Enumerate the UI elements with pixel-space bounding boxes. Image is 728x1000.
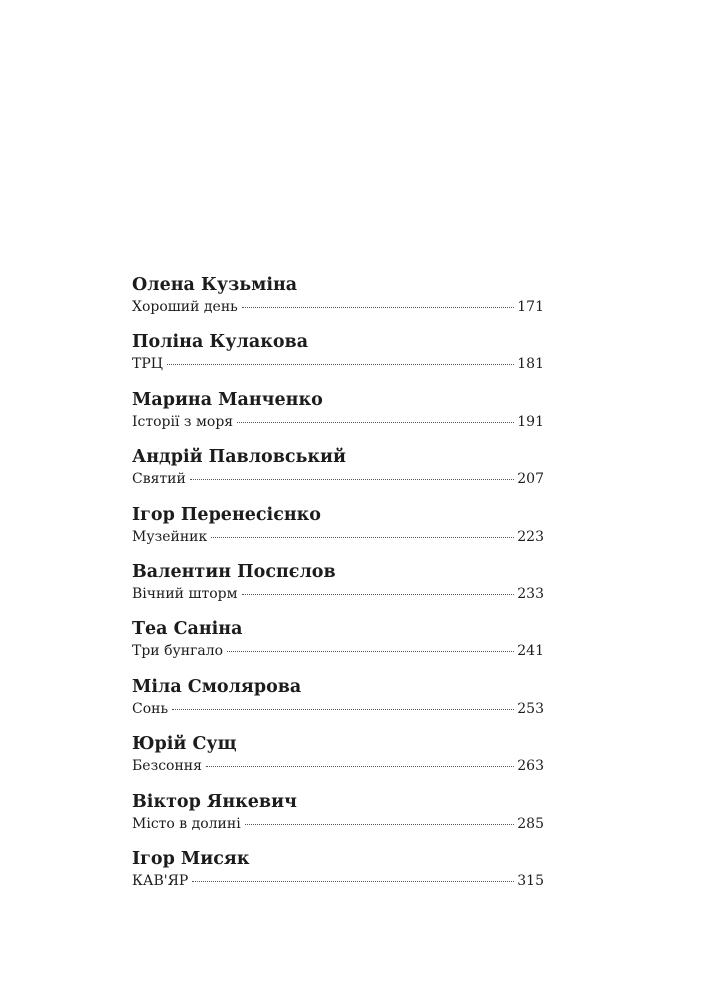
story-title: Місто в долині	[132, 815, 241, 832]
story-line	[132, 527, 544, 547]
dot-leader	[237, 422, 514, 423]
story-title: Сонь	[132, 700, 169, 717]
toc-entry	[132, 847, 544, 904]
toc-entry	[132, 330, 544, 387]
author-name: Валентин Поспєлов	[132, 561, 336, 582]
story-line	[132, 354, 544, 374]
page-number: 285	[517, 815, 544, 832]
story-line	[132, 756, 544, 776]
story-title: Вічний шторм	[132, 585, 238, 602]
story-line	[132, 871, 544, 891]
page-number: 315	[517, 872, 544, 889]
page-number: 171	[517, 299, 544, 315]
page-number: 191	[517, 413, 544, 430]
author-name: Марина Манченко	[132, 389, 323, 410]
table-of-contents	[132, 273, 544, 904]
page-number: 263	[517, 758, 544, 775]
page-number: 241	[517, 643, 544, 660]
dot-leader	[227, 651, 514, 652]
dot-leader	[172, 709, 514, 710]
dot-leader	[242, 594, 515, 595]
story-title: Музейник	[132, 528, 208, 545]
author-name: Юрій Сущ	[132, 734, 237, 755]
author-name: Міла Смолярова	[132, 676, 302, 697]
story-line	[132, 297, 544, 317]
story-line	[132, 469, 544, 489]
author-name: Теа Саніна	[132, 619, 243, 640]
toc-entry	[132, 675, 544, 732]
toc-entry	[132, 503, 544, 560]
author-name: Віктор Янкевич	[132, 791, 297, 812]
author-name: Олена Кузьміна	[132, 275, 298, 295]
dot-leader	[211, 537, 514, 538]
author-name: Поліна Кулакова	[132, 332, 309, 353]
toc-entry	[132, 732, 544, 789]
toc-entry	[132, 560, 544, 617]
toc-entry	[132, 790, 544, 847]
story-title: Хороший день	[132, 299, 238, 315]
dot-leader	[167, 364, 514, 365]
toc-entry	[132, 388, 544, 445]
story-title: ТРЦ	[132, 356, 163, 373]
author-name: Ігор Мисяк	[132, 848, 250, 869]
story-title: Історії з моря	[132, 413, 234, 430]
dot-leader	[206, 766, 514, 767]
story-title: Безсоння	[132, 758, 202, 775]
dot-leader	[190, 479, 514, 480]
story-title: Святий	[132, 471, 186, 488]
story-line	[132, 412, 544, 432]
dot-leader	[242, 307, 514, 308]
toc-entry	[132, 273, 544, 330]
story-title: КАВ'ЯР	[132, 872, 189, 889]
toc-entry	[132, 445, 544, 502]
story-line	[132, 641, 544, 661]
dot-leader	[245, 824, 515, 825]
page-number: 253	[517, 700, 544, 717]
page-number: 181	[517, 356, 544, 373]
story-line	[132, 814, 544, 834]
page-number: 207	[517, 471, 544, 488]
toc-entry	[132, 617, 544, 674]
page-number: 223	[517, 528, 544, 545]
story-line	[132, 584, 544, 604]
dot-leader	[192, 881, 514, 882]
author-name: Андрій Павловський	[132, 447, 347, 468]
author-name: Ігор Перенесієнко	[132, 504, 321, 525]
story-line	[132, 699, 544, 719]
story-title: Три бунгало	[132, 643, 224, 660]
page-number: 233	[517, 585, 544, 602]
